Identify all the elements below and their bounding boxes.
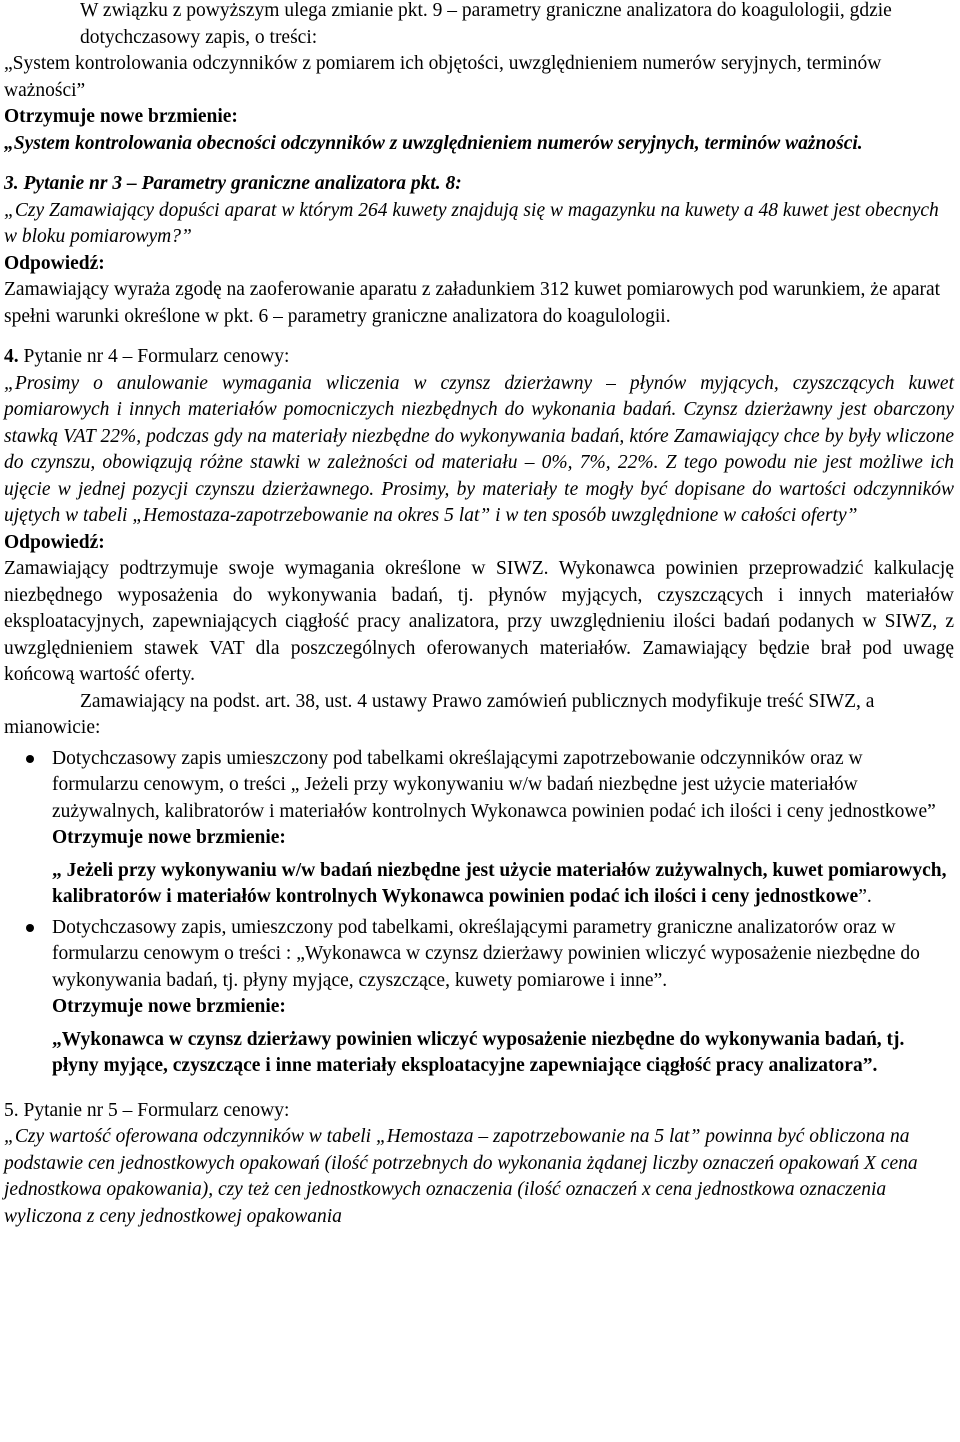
question-3-text: „Czy Zamawiający dopuści aparat w którym 264 kuwety znajdują się w magazynku na kuwety a 48 kuwet jest obecnych w bloku pomiarowym?” [4, 199, 939, 247]
bullet-1-new-label: Otrzymuje nowe brzmienie: [52, 827, 286, 848]
bullet-icon [26, 755, 34, 763]
new-wording-label: Otrzymuje nowe brzmienie: [4, 106, 238, 127]
question-4-number: 4. [4, 346, 19, 367]
bullet-2-new-text: „Wykonawca w czynsz dzierżawy powinien wliczyć wyposażenie niezbędne do wykonywania badań, tj. płyny myjące, czyszczące i inne materiały eksploatacyjne zapewniające ciągłość pracy analizatora”. [52, 1028, 905, 1076]
bullet-1-new-text: „ Jeżeli przy wykonywaniu w/w badań niezbędne jest użycie materiałów zużywalnych, kuwet pomiarowych, kalibratorów i materiałów kontrolnych Wykonawca powinien podać ich ilości i ceny jednostkowe [52, 859, 947, 907]
question-4-answer-label: Odpowiedź: [4, 531, 105, 553]
document-page [4, 0, 954, 1230]
bullet-1-old-text: Dotychczasowy zapis umieszczony pod tabelkami określającymi zapotrzebowanie odczynników oraz w formularzu cenowym, o treści „ Jeżeli przy wykonywaniu w/w badań niezbędne jest użycie materiałów zużywalnych, kalibratorów i materiałów kontrolnych Wykonawca powinien podać ich ilości i ceny jednostkowe” [52, 747, 936, 822]
bullet-1-new-tail: ”. [858, 886, 872, 907]
new-wording-text: „System kontrolowania obecności odczynników z uwzględnieniem numerów seryjnych, terminów ważności. [4, 132, 863, 154]
question-3-heading: 3. Pytanie nr 3 – Parametry graniczne analizatora pkt. 8: [4, 173, 462, 194]
question-4-heading [4, 344, 954, 371]
question-4-answer: Zamawiający podtrzymuje swoje wymagania określone w SIWZ. Wykonawca powinien przeprowadzić kalkulację niezbędnego wyposażenia do wykonywania badań, tj. płynów myjących, czyszczących i innych materiałów eksploatacyjnych, zapewniających ciągłość pracy analizatora, przy uwzględnieniu ilości badań podanych w SIWZ, z uwzględnieniem stawek VAT dla poszczególnych oferowanych materiałów. Zamawiający będzie brał pod uwagę końcową wartość oferty. [4, 558, 954, 685]
bullet-icon [26, 924, 34, 932]
old-wording-quote: „System kontrolowania odczynników z pomiarem ich objętości, uwzględnieniem numerów seryjnych, terminów ważności” [4, 53, 882, 101]
modification-list [4, 746, 954, 1080]
question-5-heading: 5. Pytanie nr 5 – Formularz cenowy: [4, 1099, 290, 1121]
modification-paragraph: Zamawiający na podst. art. 38, ust. 4 ustawy Prawo zamówień publicznych modyfikuje treść SIWZ, a mianowicie: [4, 690, 875, 738]
list-item [4, 746, 954, 911]
bullet-2-old-text: Dotychczasowy zapis, umieszczony pod tabelkami, określającymi parametry graniczne analizatorów oraz w formularzu cenowym o treści : „Wykonawca w czynsz dzierżawy powinien wliczyć wyposażenie niezbędne do wykonywania badań, tj. płyny myjące, czyszczące, kuwety pomiarowe i inne”. [52, 916, 920, 991]
question-4-text: „Prosimy o anulowanie wymagania wliczenia w czynsz dzierżawny – płynów myjących, czyszczących kuwet pomiarowych i innych materiałów pomocniczych niezbędnych do wykonania badań. Czynsz dzierżawny jest obarczony stawką VAT 22%, podczas gdy na materiały niezbędne do wykonywania badań, które Zamawiający chce by były wliczone do czynszu, obowiązują różne stawki w zależności od materiału – 0%, 7%, 22%. Z tego powodu nie jest możliwe ich ujęcie w jednej pozycji czynszu dzierżawnego. Prosimy, by materiały te mogły być dopisane do wartości odczynników ujętych w tabeli „Hemostaza-zapotrzebowanie na okres 5 lat” i w ten sposób uwzględnione w całości oferty” [4, 372, 954, 526]
list-item [4, 915, 954, 1080]
bullet-2-new-label: Otrzymuje nowe brzmienie: [52, 996, 286, 1017]
question-3-answer: Zamawiający wyraża zgodę na zaoferowanie aparatu z załadunkiem 312 kuwet pomiarowych pod warunkiem, że aparat spełni warunki określone w pkt. 6 – parametry graniczne analizatora do koagulologii. [4, 279, 941, 327]
question-5-text: „Czy wartość oferowana odczynników w tabeli „Hemostaza – zapotrzebowanie na 5 lat” powinna być obliczona na podstawie cen jednostkowych opakowań (ilość potrzebnych do wykonania żądanej liczby oznaczeń opakowań X cena jednostkowa opakowania), czy też cen jednostkowych oznaczenia (ilość oznaczeń x cena jednostkowa oznaczenia wyliczona z ceny jednostkowej opakowania [4, 1126, 918, 1227]
intro-paragraph: W związku z powyższym ulega zmianie pkt. 9 – parametry graniczne analizatora do koagulologii, gdzie dotychczasowy zapis, o treści: [80, 0, 892, 48]
question-4-title: Pytanie nr 4 – Formularz cenowy: [23, 346, 290, 367]
question-3-answer-label: Odpowiedź: [4, 252, 105, 274]
bullet-1-new-wording [52, 858, 954, 911]
